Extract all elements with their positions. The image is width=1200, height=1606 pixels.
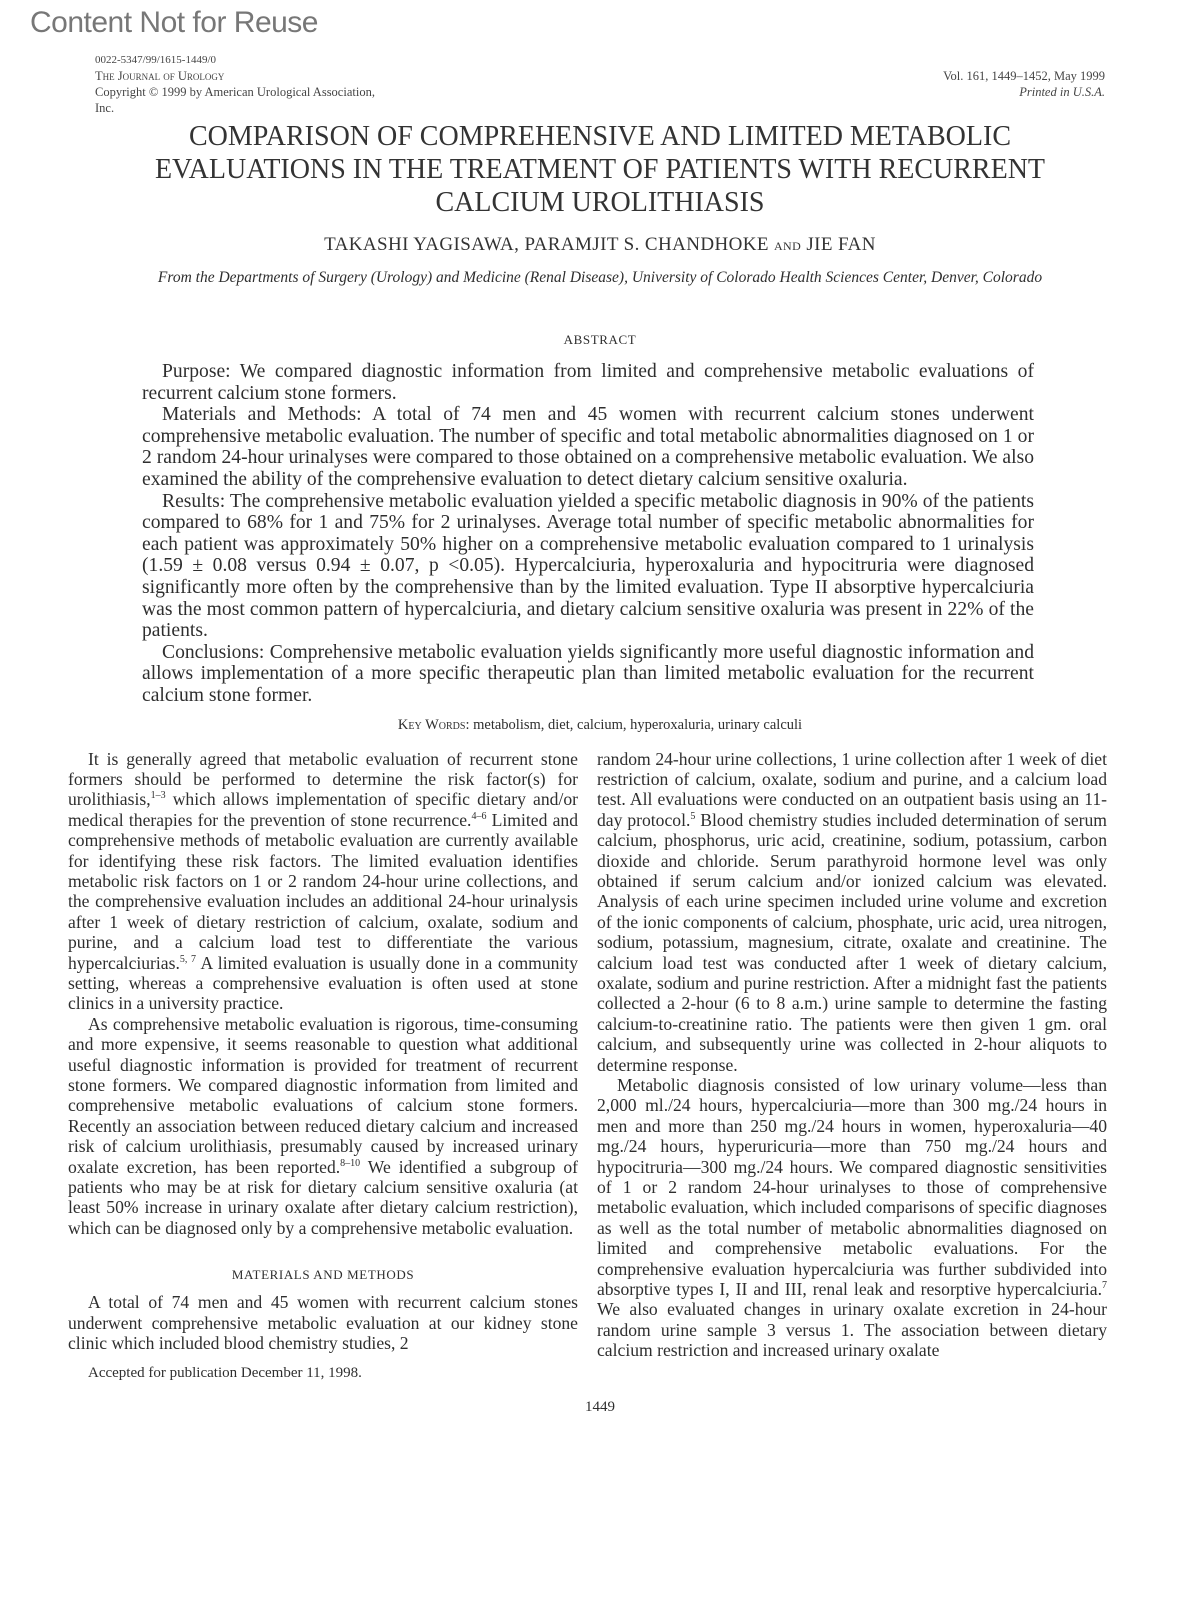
text-segment: As comprehensive metabolic evaluation is rigorous, time-consuming and more expensive, it seems reasonable to question what additional useful diagnostic information is provided for treatment of recurrent stone formers. We compared diagnostic information from limited and comprehensive metabolic evaluations of calcium stone formers. Recently an association between reduced dietary calcium and increased risk of calcium urolithiasis, presumably caused by increased urinary oxalate excretion, has been reported. [68, 1013, 578, 1177]
title-line: EVALUATIONS IN THE TREATMENT OF PATIENTS WITH RECURRENT [154, 154, 1046, 185]
author-and: and [773, 235, 802, 254]
abstract-methods: Materials and Methods: A total of 74 men and 45 women with recurrent calcium stones underwent comprehensive metabolic evaluation. The number of specific and total metabolic abnormalities diagnosed on 1 or 2 random 24-hour urinalyses were compared to those obtained on a comprehensive metabolic evaluation. We also examined the ability of the comprehensive evaluation to detect dietary calcium sensitive oxaluria. [142, 404, 1034, 490]
intro-paragraph [68, 1014, 578, 1238]
page-number: 1449 [585, 1399, 615, 1416]
body-columns [68, 749, 1200, 1384]
article-title [40, 120, 1160, 219]
text-segment: random 24-hour urine collections, 1 urine collection after 1 week of diet restriction of calcium, oxalate, sodium and purine, and a calcium load test. All evaluations were conducted on an outpatient basis using an 11-day protocol. [597, 748, 1107, 830]
citation-superscript: 8–10 [340, 1157, 361, 1169]
methods-paragraph [68, 1292, 578, 1353]
authors [0, 233, 1200, 257]
abstract-purpose: Purpose: We compared diagnostic information from limited and comprehensive metabolic evaluations of recurrent calcium stone formers. [142, 361, 1034, 404]
keywords-label: Key Words: [397, 716, 470, 733]
author-last: JIE FAN [806, 234, 876, 255]
left-column [68, 749, 578, 1384]
article-body [0, 120, 1200, 1417]
article-code: 0022-5347/99/1615-1449/0 [95, 54, 216, 66]
text-segment: Metabolic diagnosis consisted of low urinary volume—less than 2,000 ml./24 hours, hypercalciuria—more than 300 mg./24 hours in men and more than 250 mg./24 hours in women, hyperoxaluria—40 mg./24 hours, hyperuricuria—more than 750 mg./24 hours and hypocitruria—300 mg./24 hours. We compared diagnostic sensitivities of 1 or 2 random 24-hour urinalyses to those of comprehensive metabolic evaluation, which included comparisons of specific diagnoses as well as the total number of metabolic abnormalities diagnosed on limited and comprehensive metabolic evaluations. For the comprehensive evaluation hypercalciuria was further subdivided into absorptive types I, II and III, renal leak and resorptive hypercalciuria. [597, 1075, 1107, 1300]
section-heading: MATERIALS AND METHODS [231, 1267, 415, 1283]
citation-superscript: 7 [1102, 1280, 1107, 1292]
title-line: COMPARISON OF COMPREHENSIVE AND LIMITED METABOLIC [188, 121, 1011, 152]
watermark: Content Not for Reuse [30, 6, 318, 39]
printed-in: Printed in U.S.A. [1019, 85, 1105, 99]
text-segment: which allows implementation of specific dietary and/or medical therapies for the prevention of stone recurrence. [68, 789, 578, 830]
keywords [0, 715, 1200, 735]
volume-info: Vol. 161, 1449–1452, May 1999 [943, 69, 1105, 83]
abstract-results: Results: The comprehensive metabolic evaluation yielded a specific metabolic diagnosis in 90% of the patients compared to 68% for 1 and 75% for 2 urinalyses. Average total number of specific metabolic abnormalities for each patient was approximately 50% higher on a comprehensive metabolic evaluation compared to 1 urinalysis (1.59 ± 0.08 versus 0.94 ± 0.07, p <0.05). Hypercalciuria, hyperoxaluria and hypocitruria were diagnosed significantly more often by the comprehensive than by the limited evaluation. Type II absorptive hypercalciuria was the most common pattern of hypercalciuria, and dietary calcium sensitive oxaluria was present in 22% of the patients. [142, 490, 1034, 642]
text-segment: A total of 74 men and 45 women with recurrent calcium stones underwent comprehensive metabolic evaluation at our kidney stone clinic which included blood chemistry studies, 2 [68, 1292, 578, 1354]
citation-superscript: 4–6 [471, 810, 487, 822]
text-segment: It is generally agreed that metabolic evaluation of recurrent stone formers should be performed to determine the risk factor(s) for urolithiasis, [68, 748, 578, 810]
copyright: Copyright © 1999 by American Urological Association, Inc. [95, 85, 375, 115]
text-segment: Limited and comprehensive methods of metabolic evaluation are currently available for identifying these risk factors. The limited evaluation identifies metabolic risk factors on 1 or 2 random 24-hour urine collections, and the comprehensive evaluation includes an additional 24-hour urinalysis after 1 week of dietary restriction of calcium, oxalate, sodium and purine, and a calcium load test to differentiate the various hypercalciurias. [68, 809, 578, 973]
abstract-conclusions: Conclusions: Comprehensive metabolic evaluation yields significantly more useful diagnostic information and allows implementation of a more specific therapeutic plan than limited metabolic evaluation for the recurrent calcium stone former. [142, 641, 1034, 706]
title-line: CALCIUM UROLITHIASIS [435, 187, 765, 218]
abstract-heading: ABSTRACT [563, 332, 637, 347]
abstract [142, 361, 1034, 707]
right-column [597, 749, 1107, 1384]
text-segment: Blood chemistry studies included determination of serum calcium, phosphorus, uric acid, creatinine, sodium, potassium, carbon dioxide and chloride. Serum parathyroid hormone level was only obtained if serum calcium and/or ionized calcium was elevated. Analysis of each urine specimen included urine volume and excretion of the ionic components of calcium, phosphate, uric acid, urea nitrogen, sodium, potassium, magnesium, citrate, oxalate and creatinine. The calcium load test was conducted after 1 week of dietary calcium, oxalate, sodium and purine restriction. After a midnight fast the patients collected a 2-hour (6 to 8 a.m.) urine sample to determine the fasting calcium-to-creatinine ratio. The patients were then given 1 gm. oral calcium, and subsequently urine was collected in 2-hour aliquots to determine response. [597, 809, 1107, 1075]
keywords-text: metabolism, diet, calcium, hyperoxaluria, urinary calculi [473, 716, 803, 733]
journal-header-left [95, 52, 395, 116]
citation-superscript: 1–3 [150, 790, 166, 802]
author-names: TAKASHI YAGISAWA, PARAMJIT S. CHANDHOKE [324, 234, 769, 255]
citation-superscript: 5 [690, 810, 696, 822]
journal-name: The Journal of Urology [95, 69, 225, 83]
accepted-date: Accepted for publication December 11, 1998. [88, 1365, 362, 1382]
journal-header-right [805, 68, 1105, 100]
intro-paragraph [68, 749, 578, 1014]
methods-paragraph [597, 749, 1107, 1076]
methods-paragraph [597, 1075, 1107, 1361]
text-segment: We identified a subgroup of patients who may be at risk for dietary calcium sensitive oxaluria (at least 50% increase in urinary oxalate after dietary calcium restriction), which can be diagnosed only by a comprehensive metabolic evaluation. [68, 1156, 578, 1238]
text-segment: A limited evaluation is usually done in a community setting, whereas a comprehensive evaluation is often used at stone clinics in a university practice. [68, 952, 578, 1014]
affiliation: From the Departments of Surgery (Urology) and Medicine (Renal Disease), University of Colorado Health Sciences Center, Denver, Colorado [157, 269, 1043, 286]
text-segment: We also evaluated changes in urinary oxalate excretion in 24-hour random urine sample 3 versus 1. The association between dietary calcium restriction and increased urinary oxalate [597, 1299, 1107, 1361]
citation-superscript: 5, 7 [179, 953, 196, 965]
